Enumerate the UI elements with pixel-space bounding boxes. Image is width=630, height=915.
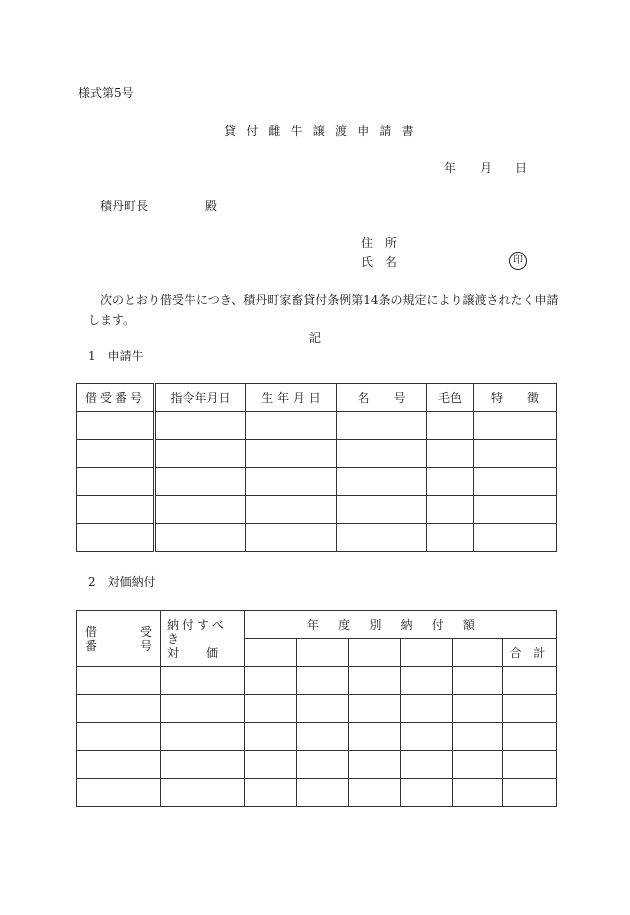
header-features: 特 徴: [474, 384, 557, 412]
header-lending-number-cell: 借 受 番 号: [77, 611, 161, 667]
document-title: 貸付雌牛譲渡申請書: [224, 124, 424, 138]
payment-table-header-top: [77, 611, 557, 639]
seal-mark: 印: [509, 252, 527, 270]
table-row: [77, 468, 557, 496]
table-row: [77, 496, 557, 524]
header-payable-price-cell: 納付すべき 対 価: [161, 611, 245, 667]
table-row: [77, 695, 557, 723]
applicant-address-label: 住 所: [361, 236, 401, 250]
header-coat-color: 毛色: [427, 384, 474, 412]
table-row: [77, 779, 557, 807]
header-annual-payment: 年度別納付額: [245, 611, 557, 639]
form-number: 様式第5号: [78, 86, 134, 100]
table-row: [77, 524, 557, 552]
body-text-line-2: します。: [88, 313, 136, 327]
date-month-label: 月: [480, 161, 493, 175]
body-text-line-1: 次のとおり借受牛につき、積丹町家畜貸付条例第14条の規定により譲渡されたく申請: [100, 293, 559, 307]
table-row: [77, 412, 557, 440]
payment-table: [76, 610, 557, 807]
table-row: [77, 440, 557, 468]
ki-label: 記: [309, 331, 322, 345]
section2-heading: 2 対価納付: [88, 575, 156, 589]
applicant-name-label: 氏 名: [361, 255, 401, 269]
header-order-date: 指令年月日: [155, 384, 246, 412]
addressee-name: 積丹町長: [100, 199, 149, 213]
date-day-label: 日: [515, 161, 528, 175]
section1-heading: 1 申請牛: [88, 349, 144, 363]
table-row: [77, 667, 557, 695]
header-total: 合 計: [503, 639, 557, 667]
table-row: [77, 751, 557, 779]
addressee-honorific: 殿: [205, 199, 218, 213]
header-birth-date: 生 年 月 日: [246, 384, 337, 412]
cattle-table: [76, 383, 557, 552]
header-lending-number: 借受番号: [77, 384, 155, 412]
date-year-label: 年: [444, 161, 457, 175]
table-row: [77, 723, 557, 751]
cattle-table-header: [77, 384, 557, 412]
header-name: 名 号: [337, 384, 427, 412]
